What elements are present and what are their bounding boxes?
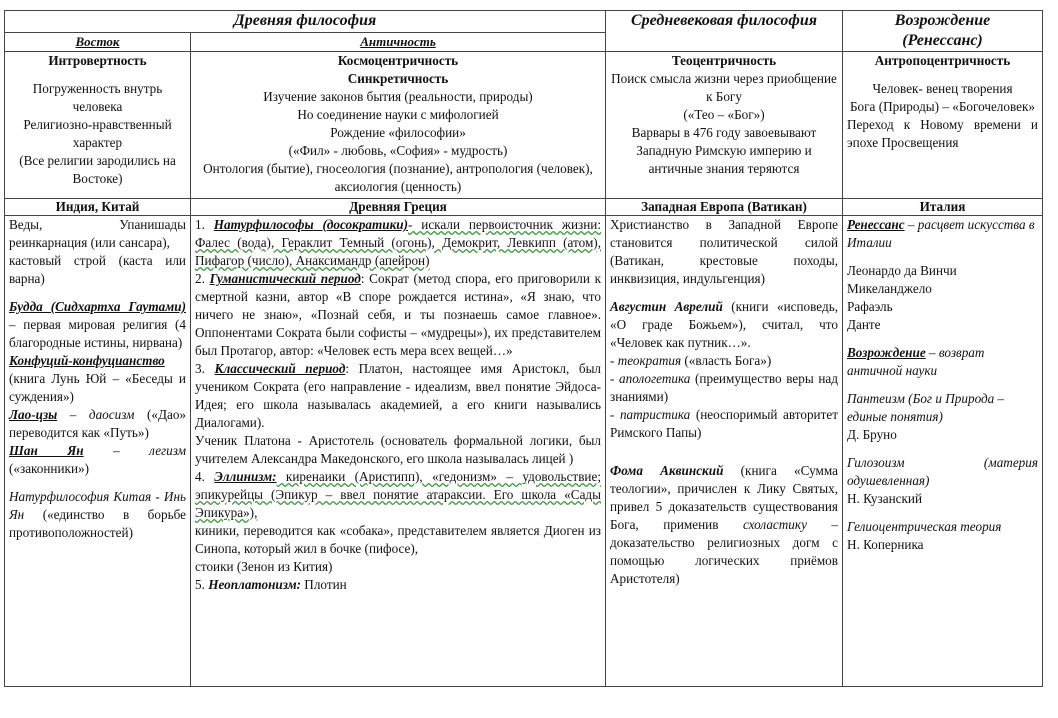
- region-east: Индия, Китай: [5, 199, 191, 216]
- header-ancient: Древняя философия: [5, 11, 606, 33]
- region-west: Западная Европа (Ватикан): [606, 199, 843, 216]
- header-antiquity: Античность: [191, 32, 606, 51]
- philosophy-table: [4, 10, 1043, 687]
- region-greece: Древняя Греция: [191, 199, 606, 216]
- east-column: Веды, Упанишады реинкарнация (или сансара), кастовый строй (каста или варна) Будда (Сидхартха Гаутами) – первая мировая религия (4 благородные истины, нирвана) Конфуций-конфуцианство (книга Лунь Юй – «Беседы и суждения») Лао-цзы – даосизм («Дао» переводится как «Путь») Шан Ян – легизм («законники») Натурфилософия Китая - Инь Ян («единство в борьбе противоположностей): [5, 216, 191, 687]
- west-column: Христианство в Западной Европе становится политической силой (Ватикан, крестовые походы, инквизиция, индульгенция) Августин Аврелий (книги «исповедь, «О граде Божьем»), считал, что «Человек как путник…». - теократия («власть Бога») - апологетика (преимущество веры над знаниями) - патристика (неоспоримый авторитет Римского Папы) Фома Аквинский (книга «Сумма теологии», причислен к Лику Святых, привел 5 доказательств существования Бога, применив схоластику – доказательство религиозных догм с помощью логических приёмов Аристотеля): [606, 216, 843, 687]
- principles-east: Интровертность Погруженность внутрь человека Религиозно-нравственный характер (Все религии зародились на Востоке): [5, 52, 191, 199]
- region-italy: Италия: [843, 199, 1043, 216]
- header-renaissance: Возрождение (Ренессанс): [843, 11, 1043, 52]
- principles-antiquity: Космоцентричность Синкретичность Изучение законов бытия (реальности, природы) Но соединение науки с мифологией Рождение «философии» («Фил» - любовь, «София» - мудрость) Онтология (бытие), гносеология (познание), антропология (человек), аксиология (ценность): [191, 52, 606, 199]
- header-medieval: Средневековая философия: [606, 11, 843, 52]
- principles-renaissance: Антропоцентричность Человек- венец творения Бога (Природы) – «Богочеловек» Переход к Новому времени и эпохе Просвещения: [843, 52, 1043, 199]
- principles-medieval: Теоцентричность Поиск смысла жизни через приобщение к Богу («Тео – «Бог») Варвары в 476 году завоевывают Западную Римскую империю и античные знания теряются: [606, 52, 843, 199]
- italy-column: Ренессанс – расцвет искусства в Италии Леонардо да Винчи Микеланджело Рафаэль Данте Возрождение – возврат античной науки Пантеизм (Бог и Природа – единые понятия) Д. Бруно Гилозоизм (материя одушевленная) Н. Кузанский Гелиоцентрическая теория Н. Коперника: [843, 216, 1043, 687]
- header-east: Восток: [5, 32, 191, 51]
- greece-column: 1. Натурфилософы (досократики)- искали первоисточник жизни: Фалес (вода), Гераклит Темный (огонь), Демокрит, Левкипп (атом), Пифагор (число), Анаксимандр (апейрон) 2. Гуманистический период: Сократ (метод спора, его приговорили к смертной казни, автор «В споре рождается истина», «Я знаю, что ничего не знаю», «Познай себя, и ты познаешь самое главное». Оппонентами Сократа были софисты – «мудрецы»), их представителем был Протагор, автор: «Человек есть мера всех вещей…» 3. Классический период: Платон, настоящее имя Аристокл, был учеником Сократа (его направление - идеализм, ввел понятие Эйдоса- Идея; его школа называлась академией, а его книги назывались Диалогами). Ученик Платона - Аристотель (основатель формальной логики, был учителем Александра Македонского, его школа называлась лицей ) 4. Эллинизм: киренаики (Аристипп), «гедонизм» – удовольствие; эпикурейцы (Эпикур – ввел понятие атараксии. Его школа «Сады Эпикура»), киники, переводится как «собака», представителем является Диоген из Синопа, который жил в бочке (пифосе), стоики (Зенон из Кития) 5. Неоплатонизм: Плотин: [191, 216, 606, 687]
